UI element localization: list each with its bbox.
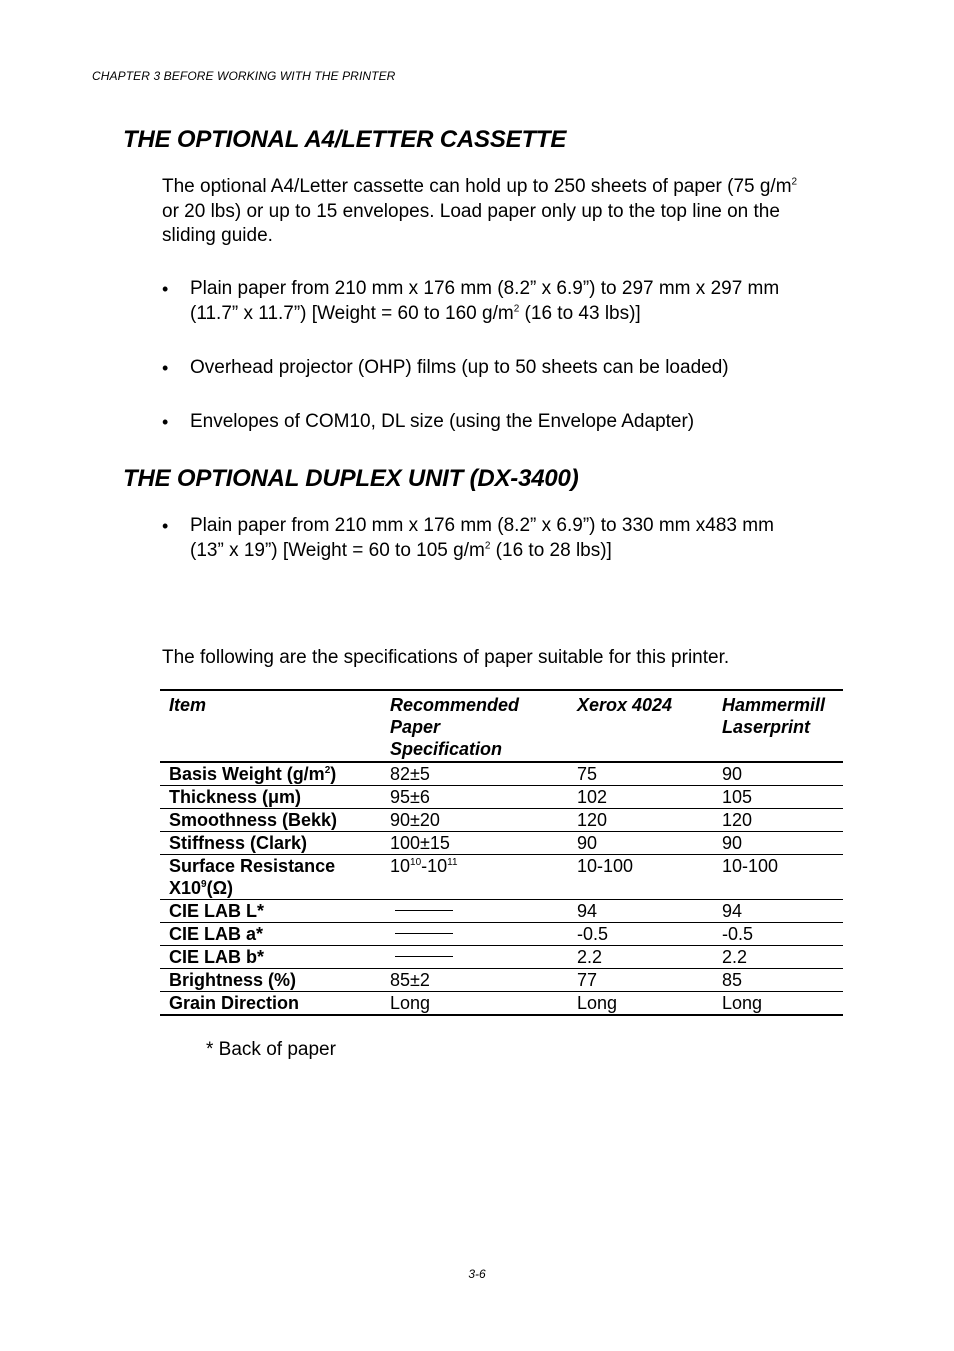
header-hammermill-line: Hammermill (722, 695, 826, 715)
bullet-line: (13” x 19”) [Weight = 60 to 105 g/m (190, 539, 485, 561)
table-row (160, 946, 843, 969)
bullet-line: (11.7” x 11.7”) [Weight = 60 to 160 g/m (190, 302, 514, 324)
cell-xerox: 2.2 (577, 947, 603, 967)
value-base: -10 (421, 856, 448, 876)
bullet-line: Plain paper from 210 mm x 176 mm (8.2” x 6.9”) to 297 mm x 297 mm (190, 278, 780, 299)
cell-xerox: 75 (577, 764, 598, 784)
header-recommended-line: Recommended (390, 695, 520, 715)
footnote: * Back of paper (206, 1039, 336, 1060)
row-label: Grain Direction (169, 993, 300, 1013)
cell-hammermill: 2.2 (722, 947, 748, 967)
cell-xerox: 10-100 (577, 856, 634, 876)
cell-xerox: 120 (577, 810, 608, 830)
table-intro: The following are the specifications of paper suitable for this printer. (162, 647, 730, 668)
superscript: 2 (791, 176, 798, 188)
header-recommended-line: Paper (390, 717, 441, 737)
cell-xerox: 90 (577, 833, 598, 853)
row-label: Thickness (μm) (169, 787, 302, 807)
table-header-row (160, 690, 843, 762)
table-row (160, 855, 843, 900)
table-row (160, 969, 843, 992)
row-label-end: (Ω) (206, 878, 234, 898)
cell-xerox: Long (577, 993, 618, 1013)
cassette-bullet-envelopes: Envelopes of COM10, DL size (using the Envelope Adapter) (190, 411, 695, 432)
cell-hammermill: 94 (722, 901, 743, 921)
cell-recommended (381, 900, 568, 923)
cassette-intro-line1: The optional A4/Letter cassette can hold up to 250 sheets of paper (75 g/m (162, 176, 792, 197)
cell-recommended: 85±2 (390, 970, 430, 990)
cell-hammermill: Long (722, 993, 763, 1013)
dash-line (395, 933, 453, 934)
bullet-line: Plain paper from 210 mm x 176 mm (8.2” x 6.9”) to 330 mm x483 mm (190, 515, 774, 536)
header-recommended (381, 690, 568, 762)
row-label: CIE LAB b* (169, 947, 265, 967)
value-base: 10 (390, 856, 411, 876)
cell-xerox: 102 (577, 787, 608, 807)
table-row (160, 809, 843, 832)
table-row (160, 762, 843, 786)
table-row (160, 992, 843, 1016)
cell-hammermill: 90 (722, 764, 743, 784)
section-title-cassette: THE OPTIONAL A4/LETTER CASSETTE (123, 126, 567, 153)
paper-spec-table (160, 689, 843, 1016)
cell-hammermill: 90 (722, 833, 743, 853)
superscript: 9 (201, 879, 207, 890)
header-xerox: Xerox 4024 (577, 695, 673, 715)
table-row (160, 900, 843, 923)
section-title-duplex: THE OPTIONAL DUPLEX UNIT (DX-3400) (123, 465, 579, 492)
cell-recommended: Long (390, 993, 431, 1013)
row-label: CIE LAB L* (169, 901, 265, 921)
cell-recommended: 90±20 (390, 810, 440, 830)
cell-recommended: 100±15 (390, 833, 450, 853)
bullet-icon: • (162, 279, 169, 299)
row-label: Smoothness (Bekk) (169, 810, 338, 830)
header-hammermill (713, 690, 843, 762)
superscript: 2 (324, 765, 331, 776)
row-label-end: ) (330, 764, 337, 784)
row-label-line: Surface Resistance (169, 856, 336, 876)
bullet-icon: • (162, 358, 169, 378)
bullet-line-end: (16 to 28 lbs)] (490, 539, 612, 561)
cassette-bullet-ohp: Overhead projector (OHP) films (up to 50 sheets can be loaded) (190, 357, 729, 378)
row-label (160, 855, 381, 900)
cell-xerox: 94 (577, 901, 598, 921)
running-header: CHAPTER 3 BEFORE WORKING WITH THE PRINTER (92, 69, 396, 83)
dash-line (395, 910, 453, 911)
dash-line (395, 956, 453, 957)
header-recommended-line: Specification (390, 739, 503, 759)
row-label-text: X10 (169, 878, 202, 898)
row-label: Brightness (%) (169, 970, 297, 990)
row-label-text: Basis Weight (g/m (169, 764, 325, 784)
table-row (160, 786, 843, 809)
superscript: 2 (484, 540, 491, 552)
cell-recommended (381, 946, 568, 969)
cell-hammermill: 120 (722, 810, 753, 830)
cell-xerox: -0.5 (577, 924, 609, 944)
cell-hammermill: 105 (722, 787, 753, 807)
superscript: 11 (447, 857, 458, 868)
header-hammermill-line: Laserprint (722, 717, 811, 737)
cell-hammermill: 85 (722, 970, 743, 990)
table-row (160, 832, 843, 855)
header-item: Item (169, 695, 207, 715)
cell-hammermill: -0.5 (722, 924, 754, 944)
superscript: 10 (410, 857, 422, 868)
cassette-intro-line2: or 20 lbs) or up to 15 envelopes. Load paper only up to the top line on the (162, 200, 780, 222)
superscript: 2 (513, 303, 520, 315)
cell-recommended (381, 923, 568, 946)
cassette-intro-line3: sliding guide. (162, 225, 273, 246)
table-row (160, 923, 843, 946)
cell-recommended: 95±6 (390, 787, 430, 807)
bullet-line-end: (16 to 43 lbs)] (519, 302, 641, 324)
row-label (160, 762, 381, 786)
bullet-icon: • (162, 412, 169, 432)
duplex-bullet-plain-paper (190, 514, 774, 563)
cassette-bullet-plain-paper (190, 277, 779, 326)
cell-recommended: 82±5 (390, 764, 430, 784)
row-label: CIE LAB a* (169, 924, 264, 944)
row-label: Stiffness (Clark) (169, 833, 308, 853)
cell-hammermill: 10-100 (722, 856, 779, 876)
cell-recommended (381, 855, 568, 900)
cassette-intro (162, 175, 797, 249)
cell-xerox: 77 (577, 970, 598, 990)
page-number: 3-6 (468, 1267, 486, 1281)
bullet-icon: • (162, 516, 169, 536)
